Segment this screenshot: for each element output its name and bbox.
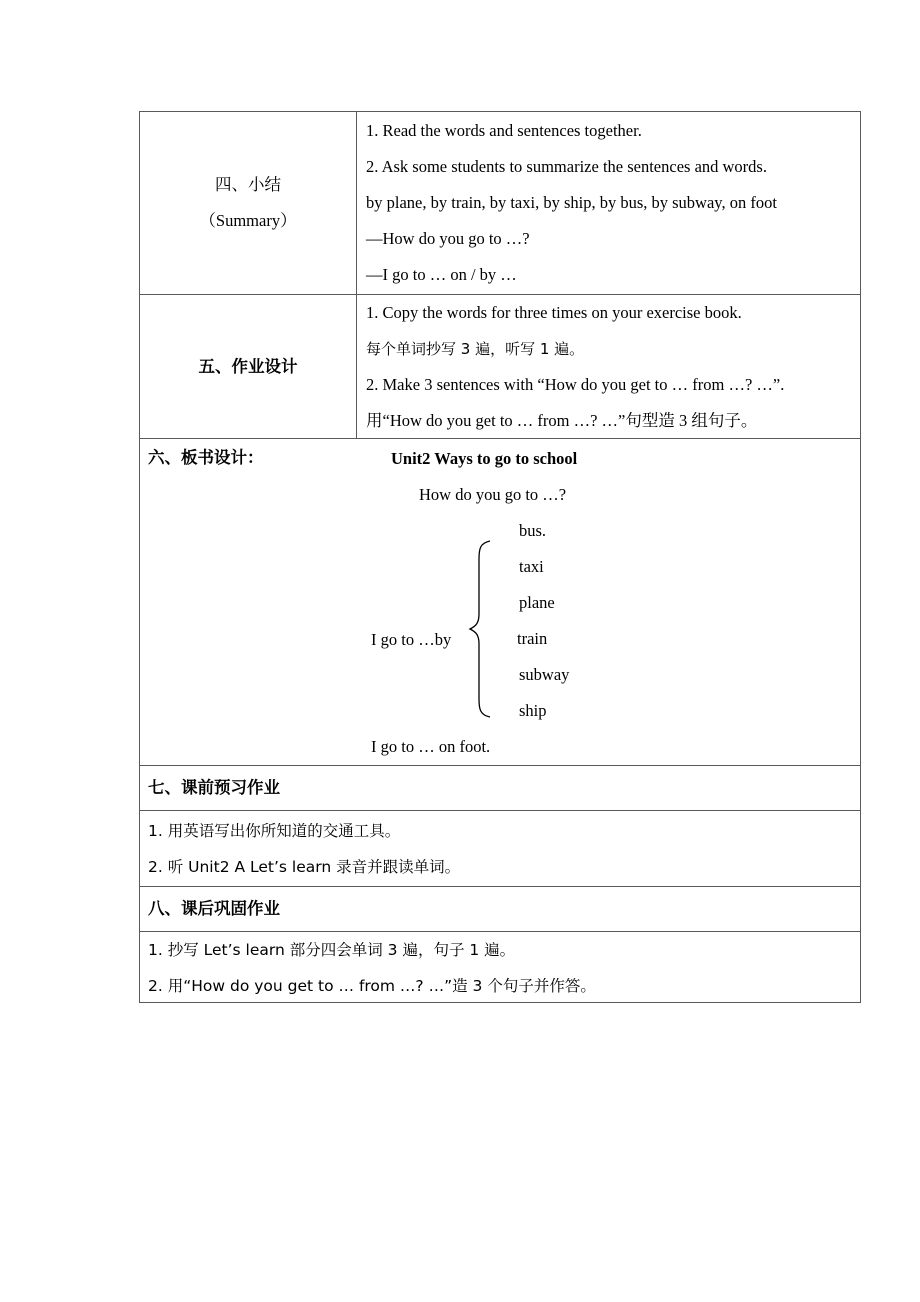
summary-line: 1. Read the words and sentences together. <box>366 121 642 140</box>
summary-line: —How do you go to …? <box>366 229 530 248</box>
board-design-question: How do you go to …? <box>419 485 567 504</box>
summary-row <box>140 112 860 295</box>
summary-content-cell <box>357 112 860 294</box>
homework-design-line: 2. Make 3 sentences with “How do you get to … from …? …”. <box>366 375 785 394</box>
preview-homework-label: 七、课前预习作业 <box>148 778 280 797</box>
homework-design-content-cell <box>357 295 860 438</box>
homework-design-line: 用“How do you get to … from …? …”句型造 3 组句子。 <box>366 411 758 430</box>
board-design-option: ship <box>519 701 547 720</box>
consolidation-homework-header-row <box>140 887 860 932</box>
preview-homework-header-row <box>140 766 860 811</box>
summary-label-cell <box>140 112 357 294</box>
consolidation-homework-content-row <box>140 932 860 1002</box>
summary-label: 四、小结 <box>215 175 281 194</box>
homework-design-label-cell <box>140 295 357 438</box>
summary-line: —I go to … on / by … <box>366 265 517 284</box>
lesson-plan-table <box>139 111 861 1003</box>
consolidation-homework-line: 1. 抄写 Let’s learn 部分四会单词 3 遍，句子 1 遍。 <box>148 941 516 959</box>
board-design-option: subway <box>519 665 570 684</box>
board-design-label: 六、板书设计： <box>148 448 264 467</box>
homework-design-row <box>140 295 860 439</box>
curly-brace-icon <box>468 539 494 719</box>
homework-design-label: 五、作业设计 <box>198 356 298 376</box>
preview-homework-line: 1. 用英语写出你所知道的交通工具。 <box>148 822 401 840</box>
preview-homework-content-row <box>140 811 860 887</box>
summary-sublabel: （Summary） <box>199 211 297 230</box>
summary-line: 2. Ask some students to summarize the sentences and words. <box>366 157 767 176</box>
summary-line: by plane, by train, by taxi, by ship, by bus, by subway, on foot <box>366 193 777 212</box>
board-design-option: bus. <box>519 521 547 540</box>
board-design-option: plane <box>519 593 555 612</box>
board-design-foot: I go to … on foot. <box>371 737 491 756</box>
preview-homework-line: 2. 听 Unit2 A Let’s learn 录音并跟读单词。 <box>148 858 461 876</box>
consolidation-homework-label: 八、课后巩固作业 <box>148 899 280 918</box>
homework-design-line: 1. Copy the words for three times on your exercise book. <box>366 303 742 322</box>
board-design-option: train <box>517 629 548 648</box>
consolidation-homework-line: 2. 用“How do you get to … from …? …”造 3 个句子并作答。 <box>148 977 596 995</box>
board-design-row <box>140 439 860 766</box>
homework-design-line: 每个单词抄写 3 遍，听写 1 遍。 <box>366 340 585 358</box>
board-design-option: taxi <box>519 557 544 576</box>
board-design-title: Unit2 Ways to go to school <box>391 449 578 468</box>
board-design-stem: I go to …by <box>371 630 452 649</box>
